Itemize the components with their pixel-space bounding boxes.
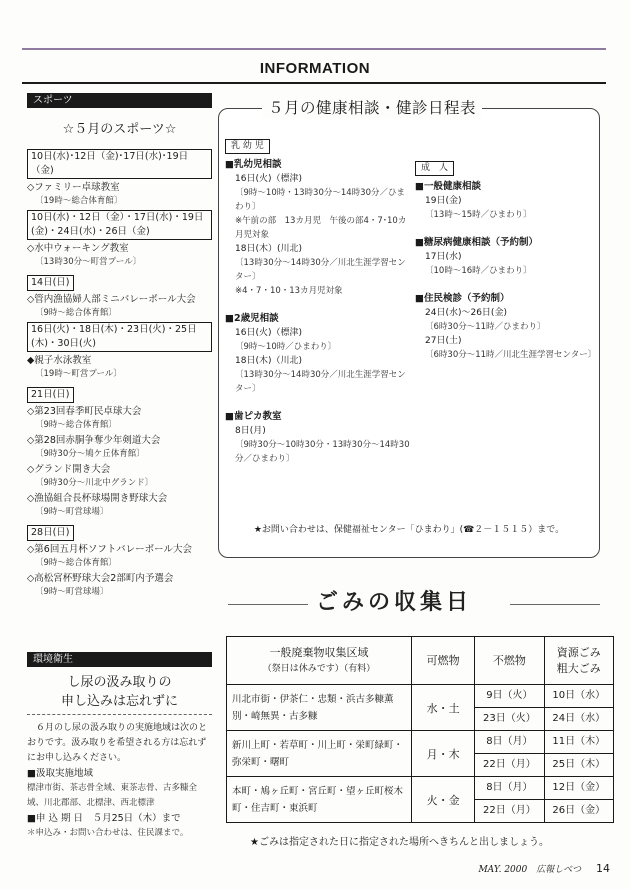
gomi-schedule-table (226, 636, 614, 823)
gomi-row (227, 731, 614, 754)
gomi-row (227, 777, 614, 800)
dental-date-1: 8日(月) (235, 426, 266, 436)
env-title (27, 673, 212, 715)
gomi-resource-date-1: 12日（金） (544, 777, 613, 800)
checkup-date-2: 27日(土) (425, 336, 462, 346)
sports-event-detail: 〔19時～町営プール〕 (35, 369, 122, 379)
sports-event-detail: 〔19時～総合体育館〕 (35, 196, 123, 206)
toddler-time-2: 〔13時30分～14時30分／川北生涯学習センター〕 (235, 370, 406, 394)
gomi-note: ★ごみは指定された日に指定された場所へきちんと出しましょう。 (250, 837, 549, 848)
env-deadline (27, 811, 212, 826)
sports-event-detail: 〔9時～町営球場〕 (35, 587, 109, 597)
infant-consult-head: ■乳幼児相談 (225, 159, 282, 170)
gomi-rule-left (228, 604, 308, 605)
sports-event-name: ◇第23回春季町民卓球大会 (27, 406, 142, 417)
gomi-resource-date-2: 24日（水） (544, 708, 613, 731)
gomi-nonburnable-date-2: 22日（月） (475, 800, 544, 823)
infant-time-2: 〔13時30分～14時30分／川北生涯学習センター〕 (235, 258, 406, 282)
sports-event-name: ◇ファミリー卓球教室 (27, 182, 120, 193)
infant-date-1: 16日(火)（標津) (235, 174, 302, 184)
toddler-date-1: 16日(火)（標津) (235, 328, 302, 338)
page-footer (478, 862, 610, 875)
gomi-head-area (227, 637, 412, 685)
infant-date-2: 18日(木）(川北) (235, 244, 302, 254)
gomi-head-area-1: 一般廃棄物収集区域 (269, 645, 369, 659)
gomi-resource-date-1: 10日（水） (544, 685, 613, 708)
env-title-line1: し尿の汲み取りの (67, 675, 172, 690)
sports-event-name: ◇グランド開き大会 (27, 464, 111, 475)
gomi-nonburnable-date-1: 9日（火） (475, 685, 544, 708)
sports-date-box: 10日(水)・12日（金）・17日(水)・19日(金)・24日(水)・26日（金) (27, 210, 212, 240)
health-right-col (415, 161, 595, 362)
sports-event-detail: 〔9時～町営球場〕 (35, 507, 109, 517)
general-date-1: 19日(金) (425, 196, 462, 206)
checkup-time-1: 〔6時30分～11時／ひまわり〕 (425, 322, 546, 332)
adult-category: 成 人 (415, 161, 454, 176)
gomi-nonburnable-date-2: 23日（火） (475, 708, 544, 731)
gomi-head-resource (544, 637, 613, 685)
general-time-1: 〔13時～15時／ひまわり〕 (425, 210, 532, 220)
gomi-head-burnable: 可燃物 (412, 637, 475, 685)
sports-date-box: 14日(日) (27, 275, 74, 291)
gomi-head-resource-1: 資源ごみ (556, 645, 601, 659)
sports-date-box: 16日(火)・18日(木)・23日(火)・25日(木)・30日(火) (27, 322, 212, 352)
checkup-head: ■住民検診（予約制） (415, 293, 510, 304)
env-contact: ＊申込み・お問い合わせは、住民課まで。 (27, 828, 189, 838)
gomi-rows (227, 685, 614, 823)
gomi-resource-date-1: 11日（木） (544, 731, 613, 754)
gomi-resource-date-2: 25日（木） (544, 754, 613, 777)
page-number: 14 (596, 862, 610, 875)
sports-event-name: ◇第28回赤胴争奪少年剣道大会 (27, 435, 161, 446)
gomi-areas: 川北市街・伊茶仁・忠類・浜古多糠薫別・崎無異・古多糠 (227, 685, 412, 731)
infant-note-2: ※4・7・10・13カ月児対象 (235, 286, 343, 296)
sports-title: ☆５月のスポーツ☆ (62, 122, 177, 137)
gomi-burnable-days: 水・土 (412, 685, 475, 731)
toddler-date-2: 18日(木)（川北) (235, 356, 302, 366)
gomi-nonburnable-date-1: 8日（月） (475, 731, 544, 754)
dental-time-1: 〔9時30分～10時30分・13時30分～14時30分／ひまわり〕 (235, 440, 410, 464)
sports-event-detail: 〔9時30分～川北中グランド〕 (35, 478, 154, 488)
gomi-areas: 新川上町・若草町・川上町・栄町緑町・弥栄町・曙町 (227, 731, 412, 777)
env-section (27, 652, 212, 841)
gomi-areas: 本町・鳩ヶ丘町・宮丘町・望ヶ丘町桜木町・住吉町・東浜町 (227, 777, 412, 823)
gomi-row (227, 685, 614, 708)
footer-date: MAY. 2000 (478, 865, 528, 875)
sports-event-detail: 〔9時～総合体育館〕 (35, 308, 117, 318)
sports-event-name: ◇高松宮杯野球大会2部町内予選会 (27, 573, 174, 584)
toddler-time-1: 〔9時～10時／ひまわり〕 (235, 342, 337, 352)
gomi-head-nonburnable: 不燃物 (475, 637, 544, 685)
env-body: ６月のし尿の汲み取りの実施地域は次のとおりです。汲み取りを希望される方は忘れずにお申し込みください。 (27, 723, 208, 763)
gomi-nonburnable-date-1: 8日（月） (475, 777, 544, 800)
env-deadline-head: ■申 込 期 日 (27, 813, 84, 824)
sports-list (27, 149, 212, 599)
sports-event-name: ◇水中ウォーキング教室 (27, 243, 129, 254)
env-title-line2: 申し込みは忘れずに (60, 694, 178, 709)
env-area-text: 標津市街、茶志骨全域、東茶志骨、古多糠全域、川北郡部、北標津、西北標津 (27, 783, 198, 808)
title-rule (22, 82, 606, 84)
gomi-nonburnable-date-2: 22日（月） (475, 754, 544, 777)
infant-note-1: ※午前の部 13カ月児 午後の部4・7･10カ月児対象 (235, 216, 407, 240)
sports-date-box: 10日(水)･12日（金)･17日(水)･19日（金) (27, 149, 212, 179)
env-section-label: 環境衛生 (27, 652, 212, 667)
sports-event-detail: 〔9時～総合体育館〕 (35, 420, 117, 430)
diabetes-consult-head: ■糖尿病健康相談（予約制） (415, 237, 538, 248)
checkup-date-1: 24日(水)～26日(金) (425, 308, 507, 318)
diabetes-date-1: 17日(水) (425, 252, 462, 262)
gomi-header-row (227, 637, 614, 685)
env-area-head: ■汲取実施地域 (27, 768, 93, 779)
sports-event-detail: 〔9時～総合体育館〕 (35, 558, 117, 568)
gomi-burnable-days: 月・木 (412, 731, 475, 777)
dental-class-head: ■歯ピカ教室 (225, 411, 282, 422)
toddler-consult-head: ■2歳児相談 (225, 313, 279, 324)
gomi-head-area-2: （祭日は休みです）（有料） (262, 663, 376, 674)
sports-event-name: ◇漁協組合長杯球場開き野球大会 (27, 493, 168, 504)
checkup-time-2: 〔6時30分～11時／川北生涯学習センター〕 (425, 350, 597, 360)
sports-event-detail: 〔13時30分～町営プール〕 (35, 257, 142, 267)
gomi-rule-right (510, 604, 600, 605)
infant-category: 乳 幼 児 (225, 139, 270, 154)
top-frame-line (22, 48, 606, 50)
footer-magazine: 広報しべつ (536, 865, 582, 875)
sports-date-box: 28日(日) (27, 525, 74, 541)
diabetes-time-1: 〔10時～16時／ひまわり〕 (425, 266, 532, 276)
gomi-burnable-days: 火・金 (412, 777, 475, 823)
sports-event-name: ◇第6回五月杯ソフトバレーボール大会 (27, 544, 192, 555)
health-contact: ★お問い合わせは、保健福祉センター「ひまわり」(☎２－１５１５）まで。 (253, 525, 565, 535)
health-schedule-box (218, 108, 600, 558)
health-left-col (225, 139, 411, 466)
sports-event-name: ◇管内漁協婦人部ミニバレーボール大会 (27, 294, 196, 305)
health-title: ５月の健康相談・健診日程表 (262, 96, 482, 118)
sports-column (27, 93, 212, 600)
gomi-title: ごみの収集日 (316, 590, 473, 615)
page-title: INFORMATION (259, 60, 371, 77)
sports-event-name: ◆親子水泳教室 (27, 355, 92, 366)
gomi-resource-date-2: 26日（金） (544, 800, 613, 823)
env-deadline-date: ５月25日（木）まで (92, 813, 181, 824)
sports-section-label: スポーツ (27, 93, 212, 108)
general-consult-head: ■一般健康相談 (415, 181, 481, 192)
infant-time-1: 〔9時～10時・13時30分～14時30分／ひまわり〕 (235, 188, 405, 212)
gomi-head-resource-2: 粗大ごみ (556, 661, 601, 675)
sports-date-box: 21日(日) (27, 387, 74, 403)
sports-event-detail: 〔9時30分～鳩ケ丘体育館〕 (35, 449, 145, 459)
